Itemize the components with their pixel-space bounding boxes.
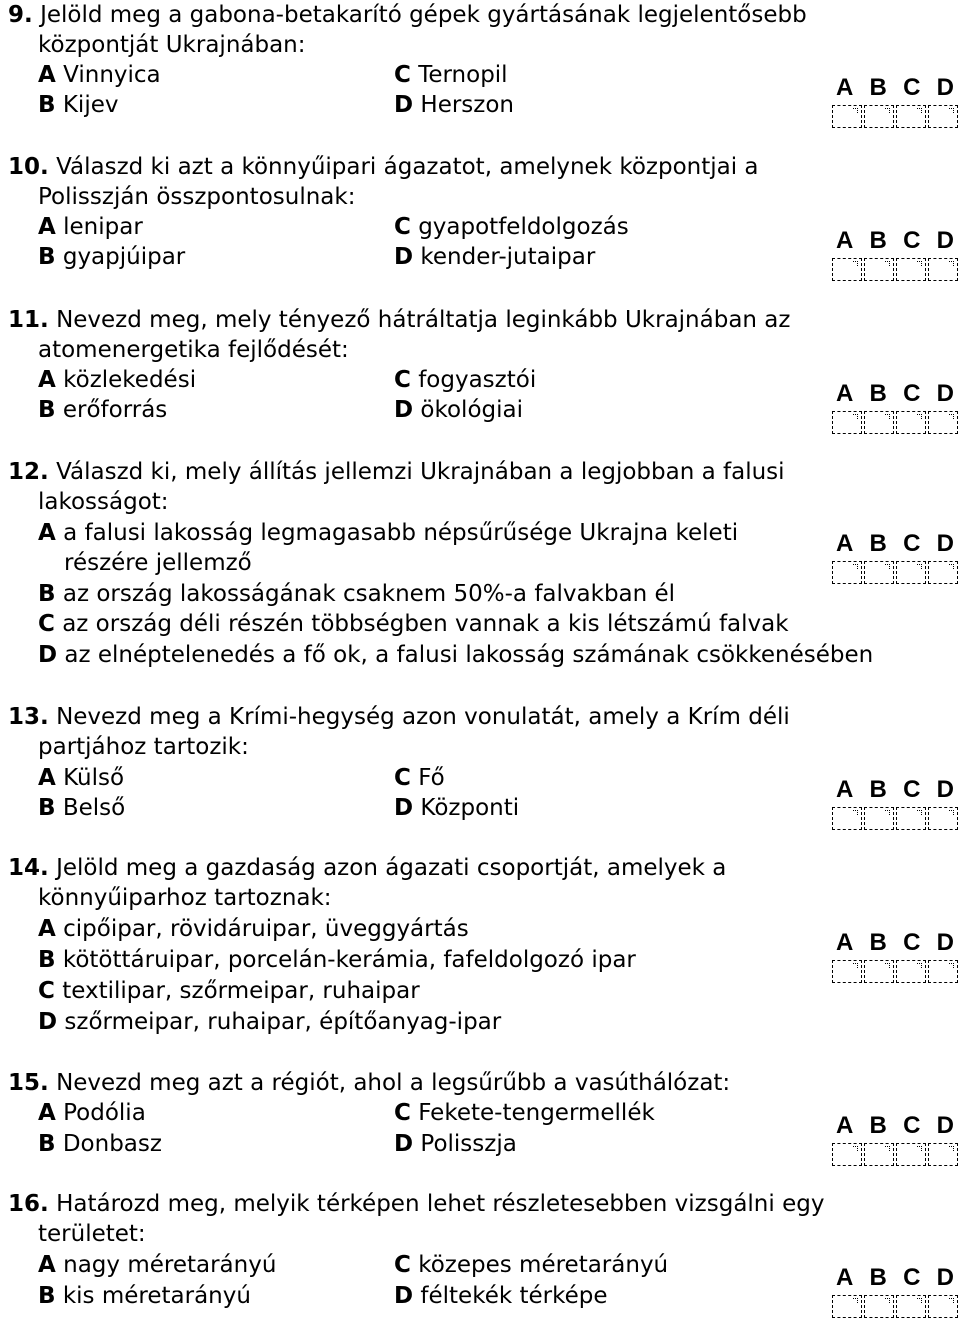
answer-box-b[interactable] bbox=[864, 1143, 894, 1166]
option-a: A közlekedési bbox=[38, 367, 197, 393]
option-d: D az elnéptelenedés a fő ok, a falusi lakosság számának csökkenésében bbox=[38, 642, 874, 668]
answer-box-b[interactable] bbox=[864, 105, 894, 128]
option-c: C Ternopil bbox=[394, 62, 508, 88]
option-d: D Központi bbox=[394, 795, 520, 821]
answer-box-d[interactable] bbox=[928, 1295, 958, 1318]
option-row bbox=[38, 90, 515, 120]
question-text: Jelöld meg a gazdaság azon ágazati csoportját, amelyek a bbox=[56, 855, 727, 881]
option-a: A lenipar bbox=[38, 214, 143, 240]
question-number: 16. bbox=[8, 1191, 49, 1217]
option-b: B Belső bbox=[38, 795, 126, 821]
answer-letters: A B C D bbox=[836, 530, 954, 557]
option-a: A Külső bbox=[38, 765, 125, 791]
answer-box-d[interactable] bbox=[928, 960, 958, 983]
option-a: A cipőipar, rövidáruipar, üveggyártás bbox=[38, 916, 469, 942]
option-b: B kis méretarányú bbox=[38, 1283, 251, 1309]
option-b: B erőforrás bbox=[38, 397, 168, 423]
option-c: C az ország déli részén többségben vannak a kis létszámú falvak bbox=[38, 611, 789, 637]
answer-box-b[interactable] bbox=[864, 411, 894, 434]
question-text-cont: könnyűiparhoz tartoznak: bbox=[38, 885, 332, 911]
option-row bbox=[38, 242, 596, 272]
answer-box-c[interactable] bbox=[896, 807, 926, 830]
answer-letters: A B C D bbox=[836, 227, 954, 254]
answer-box-a[interactable] bbox=[832, 807, 862, 830]
question-text: Határozd meg, melyik térképen lehet részletesebben vizsgálni egy bbox=[56, 1191, 825, 1217]
answer-letters: A B C D bbox=[836, 776, 954, 803]
question-text-cont: partjához tartozik: bbox=[38, 734, 249, 760]
option-c: C Fekete-tengermellék bbox=[394, 1100, 655, 1126]
option-c: C gyapotfeldolgozás bbox=[394, 214, 629, 240]
question-stem bbox=[8, 1068, 730, 1098]
question-text: Jelöld meg a gabona-betakarító gépek gyártásának legjelentősebb bbox=[40, 2, 807, 28]
option-b: B gyapjúipar bbox=[38, 244, 186, 270]
answer-box-d[interactable] bbox=[928, 411, 958, 434]
answer-box-a[interactable] bbox=[832, 1143, 862, 1166]
question-stem bbox=[8, 1189, 824, 1219]
answer-box-b[interactable] bbox=[864, 807, 894, 830]
question-text-cont: területet: bbox=[38, 1221, 146, 1247]
option-d: D Herszon bbox=[394, 92, 515, 118]
question-stem bbox=[8, 457, 785, 487]
option-d: D Polisszja bbox=[394, 1131, 517, 1157]
option-row bbox=[38, 1129, 517, 1159]
option-row bbox=[38, 60, 508, 90]
answer-box-c[interactable] bbox=[896, 1295, 926, 1318]
option-row bbox=[38, 212, 629, 242]
option-d: D ökológiai bbox=[394, 397, 523, 423]
question-text: Válaszd ki azt a könnyűipari ágazatot, amelynek központjai a bbox=[56, 154, 759, 180]
answer-box-d[interactable] bbox=[928, 1143, 958, 1166]
option-b: B Kijev bbox=[38, 92, 119, 118]
question-number: 15. bbox=[8, 1070, 49, 1096]
answer-letters: A B C D bbox=[836, 74, 954, 101]
answer-box-d[interactable] bbox=[928, 105, 958, 128]
option-row bbox=[38, 763, 445, 793]
option-row bbox=[38, 395, 523, 425]
question-number: 12. bbox=[8, 459, 49, 485]
answer-box-c[interactable] bbox=[896, 411, 926, 434]
question-number: 10. bbox=[8, 154, 49, 180]
option-d: D féltekék térképe bbox=[394, 1283, 608, 1309]
answer-letters: A B C D bbox=[836, 1264, 954, 1291]
answer-box-d[interactable] bbox=[928, 561, 958, 584]
option-d: D kender-jutaipar bbox=[394, 244, 596, 270]
answer-box-d[interactable] bbox=[928, 807, 958, 830]
question-text: Nevezd meg a Krími-hegység azon vonulatát, amely a Krím déli bbox=[56, 704, 790, 730]
answer-box-c[interactable] bbox=[896, 1143, 926, 1166]
question-text: Válaszd ki, mely állítás jellemzi Ukrajnában a legjobban a falusi bbox=[56, 459, 785, 485]
question-number: 9. bbox=[8, 2, 33, 28]
answer-box-a[interactable] bbox=[832, 960, 862, 983]
question-text: Nevezd meg, mely tényező hátráltatja leginkább Ukrajnában az bbox=[56, 307, 791, 333]
option-c: C textilipar, szőrmeipar, ruhaipar bbox=[38, 978, 420, 1004]
answer-box-c[interactable] bbox=[896, 960, 926, 983]
question-text-cont: lakosságot: bbox=[38, 489, 169, 515]
question-text-cont: atomenergetika fejlődését: bbox=[38, 337, 349, 363]
question-stem bbox=[8, 152, 759, 182]
option-a: A Vinnyica bbox=[38, 62, 161, 88]
question-stem bbox=[8, 0, 807, 30]
answer-box-b[interactable] bbox=[864, 258, 894, 281]
option-row bbox=[38, 365, 537, 395]
answer-letters: A B C D bbox=[836, 380, 954, 407]
answer-box-a[interactable] bbox=[832, 258, 862, 281]
option-a-cont: részére jellemző bbox=[64, 550, 252, 576]
answer-box-c[interactable] bbox=[896, 561, 926, 584]
option-d: D szőrmeipar, ruhaipar, építőanyag-ipar bbox=[38, 1009, 502, 1035]
option-row bbox=[38, 1250, 669, 1280]
question-stem bbox=[8, 702, 790, 732]
answer-box-b[interactable] bbox=[864, 960, 894, 983]
question-number: 13. bbox=[8, 704, 49, 730]
option-b: B kötöttáruipar, porcelán-kerámia, fafeldolgozó ipar bbox=[38, 947, 636, 973]
question-number: 14. bbox=[8, 855, 49, 881]
option-c: C közepes méretarányú bbox=[394, 1252, 669, 1278]
question-stem bbox=[8, 853, 726, 883]
question-text-cont: központját Ukrajnában: bbox=[38, 32, 306, 58]
answer-box-a[interactable] bbox=[832, 561, 862, 584]
answer-letters: A B C D bbox=[836, 929, 954, 956]
option-row bbox=[38, 1281, 608, 1311]
answer-box-c[interactable] bbox=[896, 105, 926, 128]
option-a: A a falusi lakosság legmagasabb népsűrűsége Ukrajna keleti bbox=[38, 520, 739, 546]
question-text-cont: Polisszján összpontosulnak: bbox=[38, 184, 356, 210]
answer-box-b[interactable] bbox=[864, 1295, 894, 1318]
answer-box-a[interactable] bbox=[832, 1295, 862, 1318]
option-b: B az ország lakosságának csaknem 50%-a falvakban él bbox=[38, 581, 676, 607]
answer-box-c[interactable] bbox=[896, 258, 926, 281]
option-b: B Donbasz bbox=[38, 1131, 162, 1157]
question-text: Nevezd meg azt a régiót, ahol a legsűrűbb a vasúthálózat: bbox=[56, 1070, 731, 1096]
question-number: 11. bbox=[8, 307, 49, 333]
option-a: A Podólia bbox=[38, 1100, 146, 1126]
question-stem bbox=[8, 305, 790, 335]
answer-box-a[interactable] bbox=[832, 411, 862, 434]
option-row bbox=[38, 1098, 655, 1128]
answer-box-b[interactable] bbox=[864, 561, 894, 584]
option-row bbox=[38, 793, 520, 823]
option-a: A nagy méretarányú bbox=[38, 1252, 277, 1278]
answer-letters: A B C D bbox=[836, 1112, 954, 1139]
answer-box-a[interactable] bbox=[832, 105, 862, 128]
answer-box-d[interactable] bbox=[928, 258, 958, 281]
option-c: C Fő bbox=[394, 765, 445, 791]
option-c: C fogyasztói bbox=[394, 367, 537, 393]
